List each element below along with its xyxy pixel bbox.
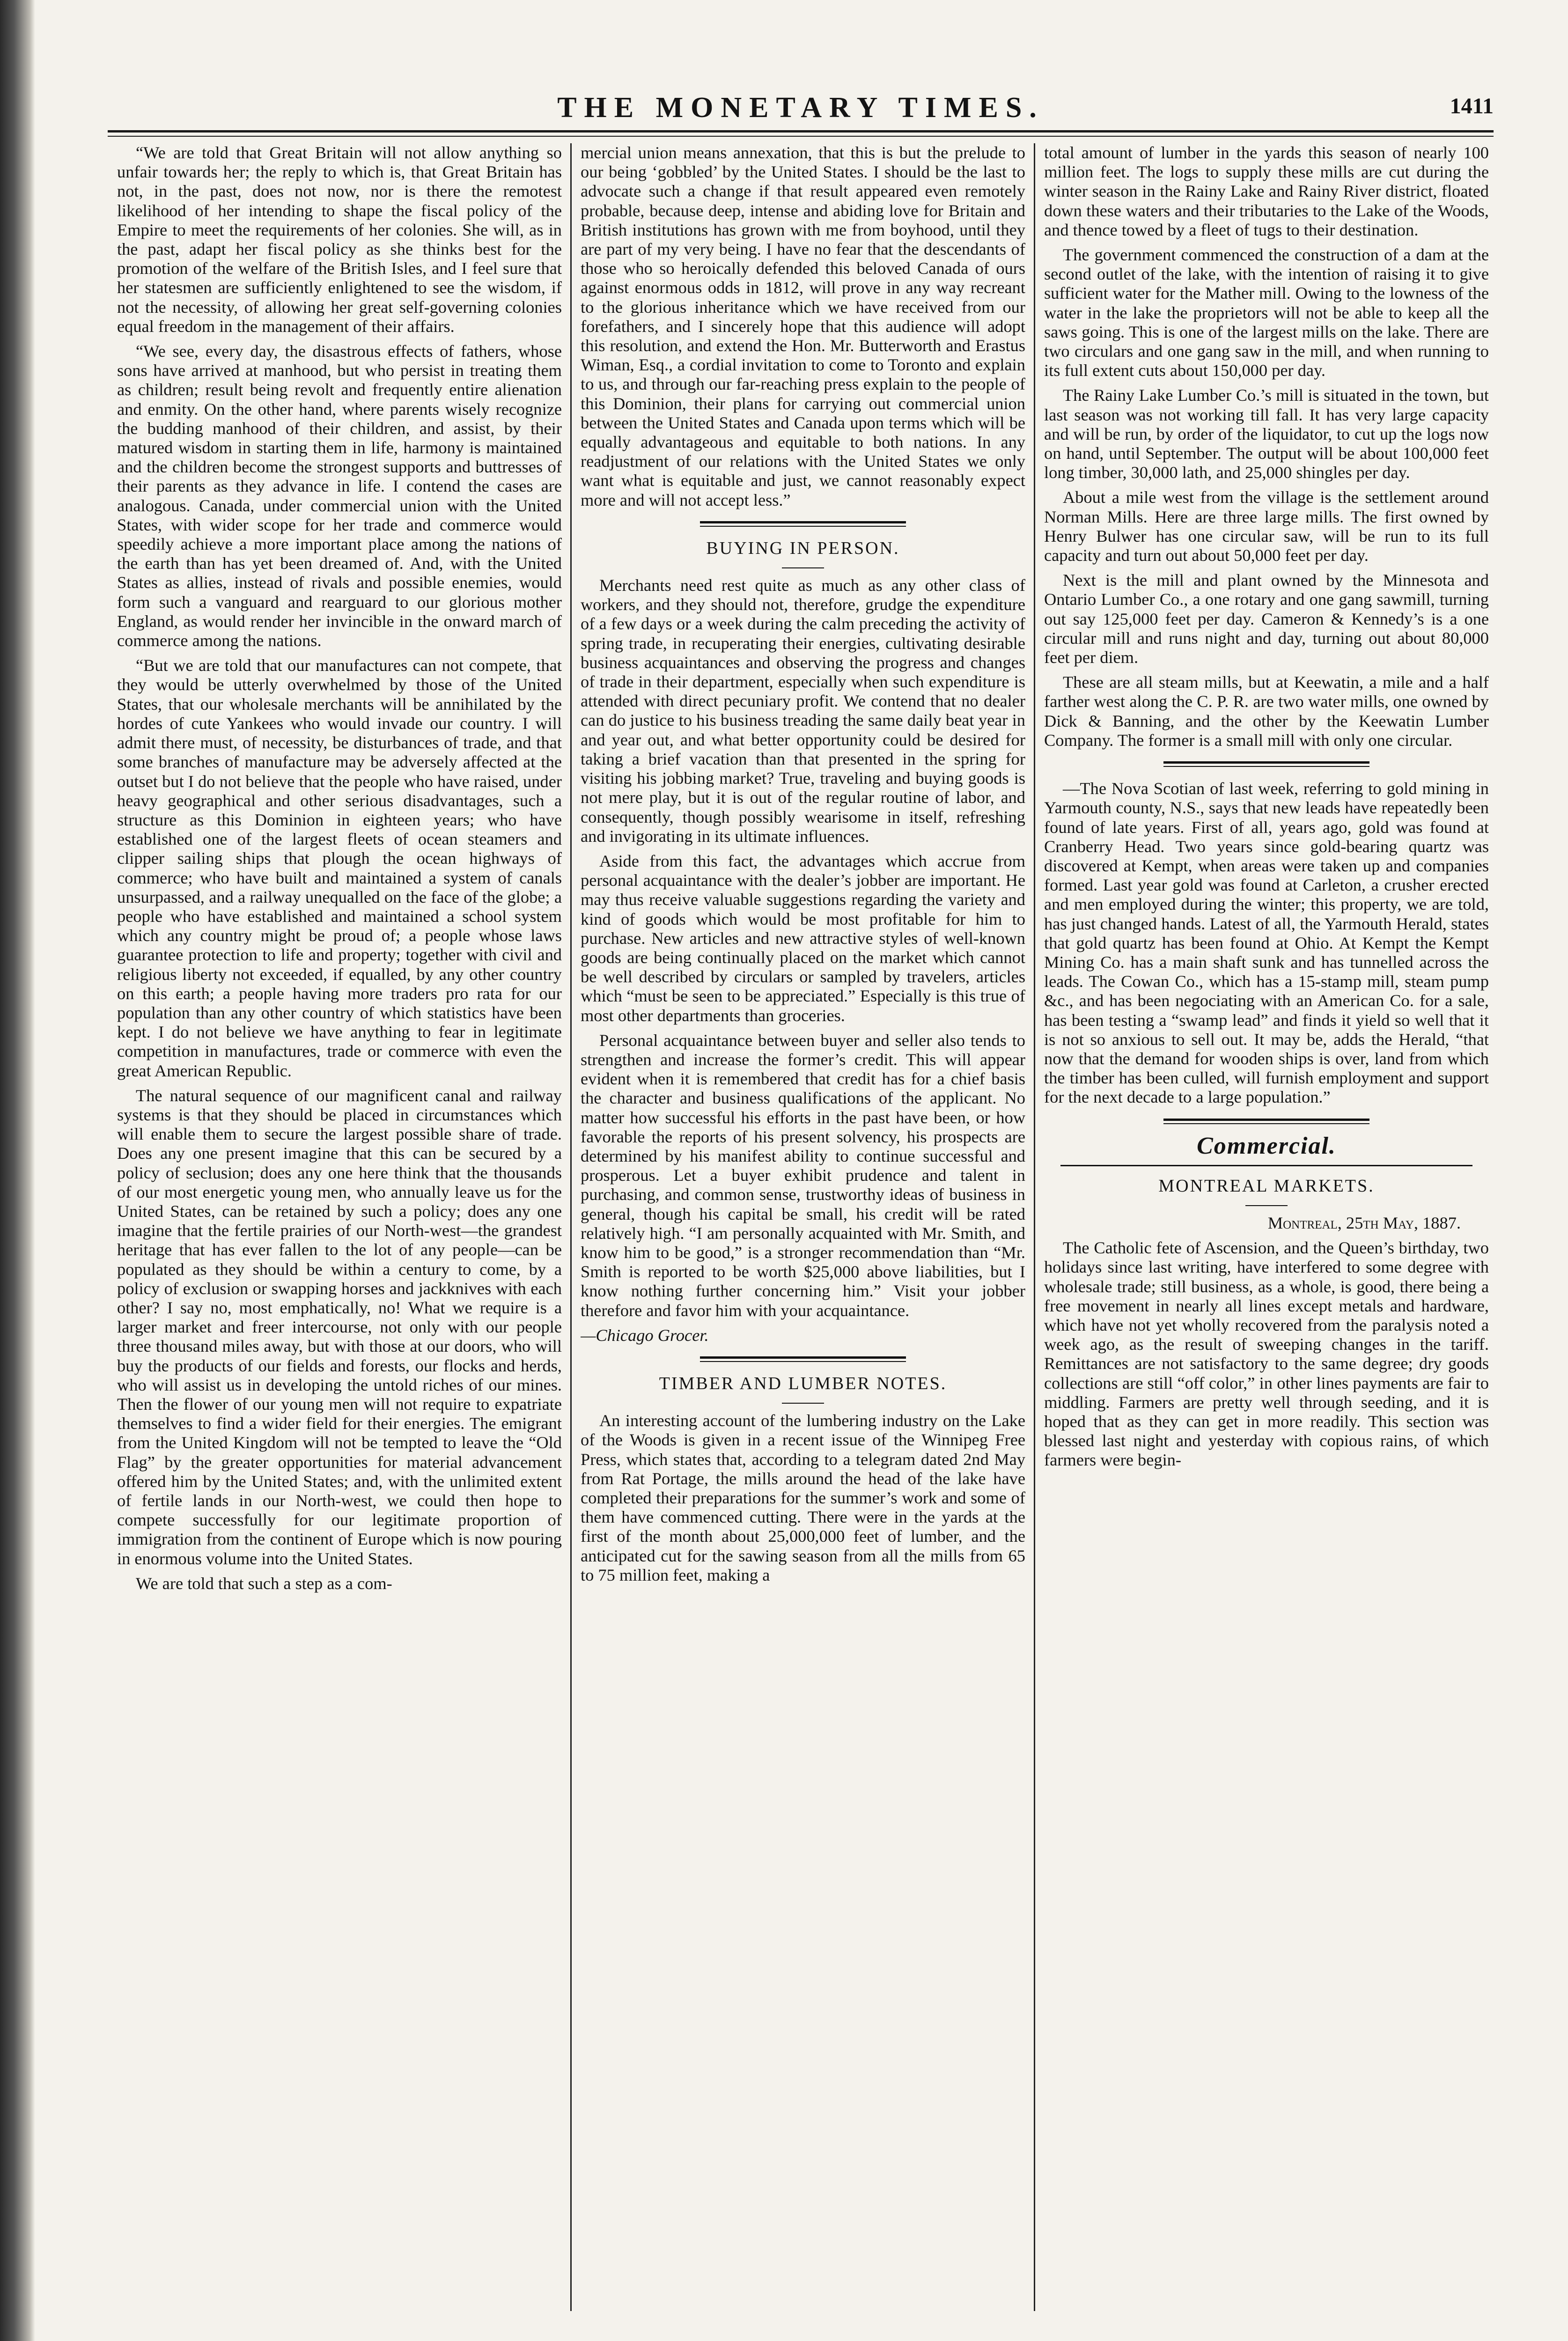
column-divider bbox=[570, 143, 572, 2311]
section-divider bbox=[1163, 1119, 1369, 1124]
article-paragraph: The government commenced the construction of a dam at the second outlet of the lake, with the intention of raising it to give sufficient water for the Mather mill. Owing to the lowness of the water in the lake the proprietors will not be able to keep all the saws going. This is one of the largest mills on the lake. There are two circulars and one gang saw in the mill, and when running to its full extent cuts about 150,000 per day. bbox=[1044, 245, 1489, 380]
speech-paragraph: We are told that such a step as a com- bbox=[136, 1574, 392, 1593]
speech-conclusion: mercial union means annexation, that this is but the prelude to our being ‘gobbled’ by the United States. I should be the last to advocate such a change if that result appeared even remotely probable, because deep, intense and abiding love for Britain and British institutions has grown with me from boyhood, until they are part of my very being. I have no fear that the descendants of those who so heroically defended this beloved Canada of ours against enormous odds in 1812, will prove in any way recreant to the glorious inheritance which we have received from our forefathers, and I sincerely hope that this audience will adopt this resolution, and extend the Hon. Mr. Butterworth and Erastus Wiman, Esq., a cordial invitation to come to Toronto and explain to us, and through our far-reaching press explain to the people of this Dominion, their plans for carrying out commercial union between the United States and Canada upon terms which will be equally advantageous and equitable to both nations. In any readjustment of our relations with the United States we only want what is equitable and just, we cannot reasonably expect more and will not accept less.” bbox=[581, 143, 1025, 509]
article-paragraph: These are all steam mills, but at Keewatin, a mile and a half farther west along the C. P. R. are two water mills, one owned by Dick & Banning, and the other by the Keewatin Lumber Company. The former is a small mill with only one circular. bbox=[1044, 673, 1489, 750]
column-1 bbox=[117, 143, 562, 2311]
column-3 bbox=[1044, 143, 1489, 2311]
article-paragraph: The Rainy Lake Lumber Co.’s mill is situated in the town, but last season was not working till fall. It has very large capacity and will be run, by order of the liquidator, to cut up the logs now on hand, until September. The output will be about 100,000 feet long timber, 30,000 lath, and 25,000 shingles per day. bbox=[1044, 386, 1489, 482]
heading-rule bbox=[782, 1403, 824, 1404]
article-paragraph: Aside from this fact, the advantages which accrue from personal acquaintance with the dealer’s jobber are important. He may thus receive valuable suggestions regarding the variety and kind of goods which would be most profitable for him to purchase. New articles and new attractive styles of well-known goods are being continually placed on the market which cannot be well described by circulars or sampled by travelers, articles which “must be seen to be appreciated.” Especially is this true of most other departments than groceries. bbox=[581, 851, 1025, 1025]
article-paragraph: The Catholic fete of Ascension, and the Queen’s birthday, two holidays since last writing, have interfered to some degree with wholesale trade; still business, as a whole, is good, there being a free movement in nearly all lines except metals and hardware, which have not yet wholly recovered from the paralysis noted a week ago, as the result of sweeping changes in the tariff. Remittances are not satisfactory to the same degree; dry goods collections are still “off color,” in other lines payments are fair to middling. Farmers are pretty well through seeding, and it is hoped that as they can get in more readily. This section was blessed last night and yesterday with copious rains, of which farmers were begin- bbox=[1044, 1238, 1489, 1470]
heading-rule bbox=[1245, 1205, 1288, 1206]
article-credit: —Chicago Grocer. bbox=[581, 1325, 709, 1345]
masthead bbox=[108, 91, 1494, 129]
section-divider bbox=[700, 1356, 906, 1362]
article-heading-buying-in-person: BUYING IN PERSON. bbox=[706, 538, 900, 558]
article-paragraph: An interesting account of the lumbering industry on the Lake of the Woods is given in a recent issue of the Winnipeg Free Press, which states that, according to a telegram dated 2nd May from Rat Portage, the mills around the head of the lake have completed their preparations for the summer’s work and some of them have commenced cutting. There were in the yards at the first of the month about 25,000,000 feet of lumber, and the anticipated cut for the sawing season from all the mills from 65 to 75 million feet, making a bbox=[581, 1411, 1025, 1584]
column-2 bbox=[581, 143, 1025, 2311]
masthead-rule bbox=[108, 130, 1494, 133]
article-paragraph: Merchants need rest quite as much as any other class of workers, and they should not, therefore, grudge the expenditure of a few days or a week during the calm preceding the activity of spring trade, in recuperating their energies, cultivating desirable business acquaintances and observing the progress and changes of trade in their department, especially when such expenditure is attended with direct pecuniary profit. We contend that no dealer can do justice to his business treading the same daily beat year in and year out, and what better opportunity could be desired for taking a brief vacation than that presented in the spring for visiting his jobbing market? True, traveling and buying goods is not mere play, but it is out of the regular routine of labor, and consequently, though possibly wearisome in itself, refreshing and invigorating in its ultimate influences. bbox=[581, 576, 1025, 846]
speech-paragraph: “We are told that Great Britain will not allow anything so unfair towards her; the reply to which is, that Great Britain has not, in the past, does not now, nor is there the remotest likelihood of her intending to shape the fiscal policy of the Empire to meet the requirements of her colonies. She will, as in the past, adapt her fiscal policy as she thinks best for the promotion of the welfare of the British Isles, and I feel sure that her statesmen are sufficiently enlightened to see the wisdom, if not the necessity, of allowing her great self-governing colonies equal freedom in the management of their affairs. bbox=[117, 143, 562, 336]
section-title-commercial: Commercial. bbox=[1197, 1132, 1336, 1159]
speech-paragraph: “We see, every day, the disastrous effects of fathers, whose sons have arrived at manhood, but who persist in treating them as children; result being revolt and frequently entire alienation and enmity. On the other hand, where parents wisely recognize the budding manhood of their children, and assist, by their matured wisdom in starting them in life, harmony is maintained and the children become the strongest supports and buttresses of their parents as they advance in life. I contend the cases are analogous. Canada, under commercial union with the United States, with wider scope for her trade and commerce would speedily achieve a more important place among the nations of the earth than has yet been dreamed of. And, with the United States as allies, instead of rivals and possible enemies, would form such a vanguard and rearguard to our glorious mother England, as would render her invincible in the onward march of commerce among the nations. bbox=[117, 342, 562, 650]
news-item-nova-scotian: —The Nova Scotian of last week, referring to gold mining in Yarmouth county, N.S., says that new leads have repeatedly been found of late years. First of all, years ago, gold was found at Cranberry Head. Two years since gold-bearing quartz was discovered at Kempt, when areas were taken up and companies formed. Last year gold was found at Carleton, a crusher erected and men employed during the winter; this property, we are told, has just changed hands. Latest of all, the Yarmouth Herald, states that gold quartz has been found at Ohio. At Kempt the Kempt Mining Co. has a main shaft sunk and has tunnelled across the leads. The Cowan Co., which has a 15-stamp mill, steam pump &c., and has been negociating with an American Co. for a sale, has been testing a “swamp lead” and finds it yield so well that it is not so anxious to sell out. It may be, adds the Herald, “that now that the demand for wooden ships is over, land from which the timber has been culled, will furnish employment and support for the next decade to a large population.” bbox=[1044, 779, 1489, 1107]
article-paragraph: total amount of lumber in the yards this season of nearly 100 million feet. The logs to supply these mills are cut during the winter season in the Rainy Lake and Rainy River district, floated down these waters and their tributaries to the Lake of the Woods, and thence towed by a fleet of tugs to their destination. bbox=[1044, 143, 1489, 239]
speech-paragraph: “But we are told that our manufactures can not compete, that they would be utterly overwhelmed by those of the United States, that our wholesale merchants will be annihilated by the hordes of cute Yankees who would invade our country. I will admit there must, of necessity, be disturbances of trade, and that some branches of manufacture may be adversely affected at the outset but I do not believe that the people who have raised, under heavy geographical and other serious disadvantages, such a structure as this Dominion in eighteen years; who have established one of the largest fleets of ocean steamers and clipper sailing ships that plough the ocean highways of commerce; who have built and maintained a system of canals unsurpassed, and a railway unequalled on the face of the globe; a people who have established and maintained a school system which any country might be proud of; a people whose laws guarantee protection to life and property; together with civil and religious liberty not exceeded, if equalled, by any other country on this earth; a people having more traders pro rata for our population than any other country of which statistics have been kept. I do not believe we have anything to fear in legitimate competition in manufactures, trade or commerce with even the great American Republic. bbox=[117, 656, 562, 1080]
masthead-rule-thin bbox=[108, 136, 1494, 137]
page-binding-edge bbox=[0, 0, 35, 2341]
article-heading-montreal-markets: MONTREAL MARKETS. bbox=[1158, 1176, 1375, 1196]
column-divider bbox=[1034, 143, 1035, 2311]
masthead-title: THE MONETARY TIMES. bbox=[557, 92, 1044, 124]
heading-rule bbox=[782, 567, 824, 568]
section-rule bbox=[1060, 1165, 1472, 1166]
section-divider bbox=[700, 521, 906, 527]
section-divider bbox=[1163, 761, 1369, 767]
article-heading-timber-notes: TIMBER AND LUMBER NOTES. bbox=[659, 1373, 947, 1393]
speech-paragraph: The natural sequence of our magnificent canal and railway systems is that they should be placed in circumstances which will enable them to secure the largest possible share of trade. Does any one present imagine that this can be secured by a policy of seclusion; does any one here think that the thousands of our most energetic young men, who annually leave us for the United States, can be retained by such a policy; does any one imagine that the fertile prairies of our North-west—the grandest heritage that has ever fallen to the lot of any people—can be populated as they should be within a century to come, by a policy of exclusion or swapping horses and jackknives with each other? I say no, most emphatically, no! What we require is a larger market and freer intercourse, not only with our people three thousand miles away, but with those at our doors, who will buy the products of our fields and forests, our flocks and herds, who will assist us in developing the untold riches of our mines. Then the flower of our young men will not require to expatriate themselves to find a wider field for their energies. The emigrant from the United Kingdom will not be tempted to leave the “Old Flag” by the greater opportunities for material advancement offered him by the United States; and, with the unlimited extent of fertile lands in our North-west, we could then hope to compete successfully for our legitimate proportion of immigration from the continent of Europe which is now pouring in enormous volume into the United States. bbox=[117, 1086, 562, 1568]
page-number: 1411 bbox=[1450, 94, 1494, 118]
dateline: Montreal, 25th May, 1887. bbox=[1267, 1213, 1461, 1232]
article-paragraph: Next is the mill and plant owned by the Minnesota and Ontario Lumber Co., a one rotary and one gang sawmill, turning out say 125,000 feet per day. Cameron & Kennedy’s is a one circular mill and runs night and day, turning out about 80,000 feet per diem. bbox=[1044, 571, 1489, 667]
article-paragraph: About a mile west from the village is the settlement around Norman Mills. Here are three large mills. The first owned by Henry Bulwer has one circular saw, will be run to its full capacity and turn out about 50,000 feet per day. bbox=[1044, 488, 1489, 565]
article-paragraph: Personal acquaintance between buyer and seller also tends to strengthen and increase the former’s credit. This will appear evident when it is remembered that credit has for a chief basis the character and business qualifications of the applicant. No matter how successful his efforts in the past have been, or how favorable the reports of his present solvency, his prospects are determined by his manifest ability to continue successful and prosperous. Let a buyer exhibit prudence and talent in purchasing, and common sense, trustworthy ideas of business in general, though his capital be small, his credit will be rated relatively high. “I am personally acquainted with Mr. Smith, and know him to be good,” is a stronger recommendation than “Mr. Smith is reported to be worth $25,000 above liabilities, but I know nothing further concerning him.” Visit your jobber therefore and favor him with your acquaintance. bbox=[581, 1031, 1025, 1320]
